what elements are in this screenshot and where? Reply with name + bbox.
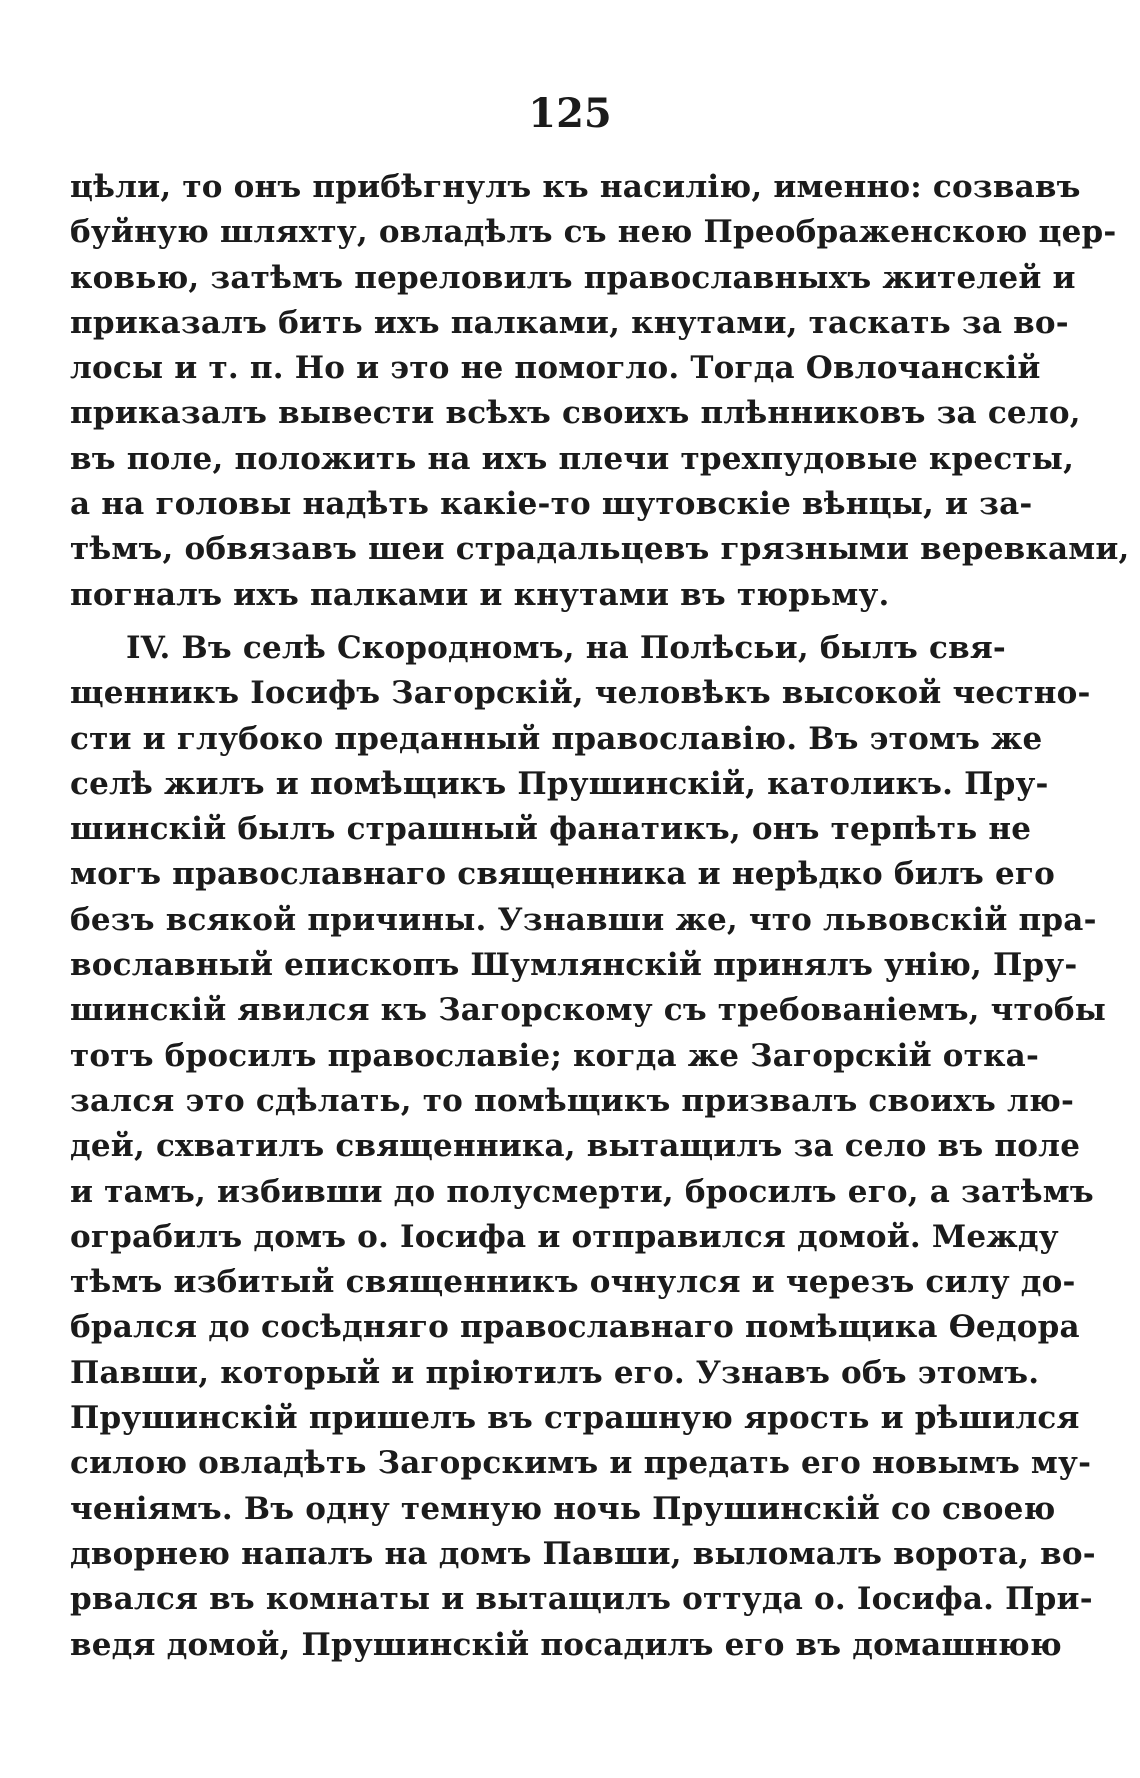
text-line: селѣ жилъ и помѣщикъ Прушинскій, католикъ. Пру- (70, 765, 1049, 802)
text-line: буйную шляхту, овладѣлъ съ нею Преображенскою цер- (70, 214, 1117, 251)
text-line: Павши, который и пріютилъ его. Узнавъ объ этомъ. (70, 1354, 1040, 1391)
text-line: тѣмъ, обвязавъ шеи страдальцевъ грязными веревками, (70, 531, 1130, 568)
text-line: ограбилъ домъ о. Іосифа и отправился домой. Между (70, 1218, 1059, 1255)
text-line: могъ православнаго священника и нерѣдко билъ его (70, 856, 1055, 893)
text-line: Прушинскій пришелъ въ страшную ярость и рѣшился (70, 1400, 1080, 1437)
text-line: шинскій явился къ Загорскому съ требованіемъ, чтобы (70, 992, 1106, 1029)
page-number: 125 (528, 90, 612, 137)
text-line: ченіямъ. Въ одну темную ночь Прушинскій со своею (70, 1490, 1056, 1527)
text-line: безъ всякой причины. Узнавши же, что львовскій пра- (70, 901, 1097, 938)
text-line: тѣмъ избитый священникъ очнулся и черезъ силу до- (70, 1264, 1076, 1301)
text-line: рвался въ комнаты и вытащилъ оттуда о. Іосифа. При- (70, 1581, 1093, 1618)
text-line: а на головы надѣть какіе-то шутовскіе вѣнцы, и за- (70, 486, 1033, 523)
text-line: цѣли, то онъ прибѣгнулъ къ насилію, именно: созвавъ (70, 169, 1081, 205)
paragraph-gap (70, 618, 990, 626)
text-line: вославный епископъ Шумлянскій принялъ унію, Пру- (70, 947, 1078, 984)
text-line: щенникъ Іосифъ Загорскій, человѣкъ высокой честно- (70, 675, 1091, 712)
text-line: дворнею напалъ на домъ Павши, выломалъ ворота, во- (70, 1535, 1096, 1572)
text-line: въ поле, положить на ихъ плечи трехпудовые кресты, (70, 440, 1075, 477)
text-line: сти и глубоко преданный православію. Въ этомъ же (70, 720, 1043, 757)
text-line: ведя домой, Прушинскій посадилъ его въ домашнюю (70, 1626, 1062, 1663)
text-line: погналъ ихъ палками и кнутами въ тюрьму. (70, 576, 890, 613)
text-line: лосы и т. п. Но и это не помогло. Тогда Овлочанскій (70, 350, 1041, 387)
text-line: шинскій былъ страшный фанатикъ, онъ терпѣть не (70, 811, 1032, 848)
text-line: приказалъ бить ихъ палками, кнутами, таскать за во- (70, 304, 1069, 341)
text-line: дей, схватилъ священника, вытащилъ за село въ поле (70, 1128, 1081, 1165)
text-line: IV. Въ селѣ Скородномъ, на Полѣсьи, былъ свя- (126, 629, 1006, 666)
text-line: брался до сосѣдняго православнаго помѣщика Ѳедора (70, 1309, 1080, 1346)
body-text (70, 165, 1130, 1668)
text-line: ковью, затѣмъ переловилъ православныхъ жителей и (70, 259, 1076, 296)
text-line: приказалъ вывести всѣхъ своихъ плѣнниковъ за село, (70, 395, 1081, 432)
text-line: тотъ бросилъ православіе; когда же Загорскій отка- (70, 1037, 1040, 1074)
text-line: силою овладѣть Загорскимъ и предать его новымъ му- (70, 1445, 1092, 1482)
paragraph-1 (70, 165, 1130, 618)
text-line: зался это сдѣлать, то помѣщикъ призвалъ своихъ лю- (70, 1082, 1075, 1119)
text-line: и тамъ, избивши до полусмерти, бросилъ его, а затѣмъ (70, 1173, 1094, 1210)
paragraph-2 (70, 626, 1106, 1668)
